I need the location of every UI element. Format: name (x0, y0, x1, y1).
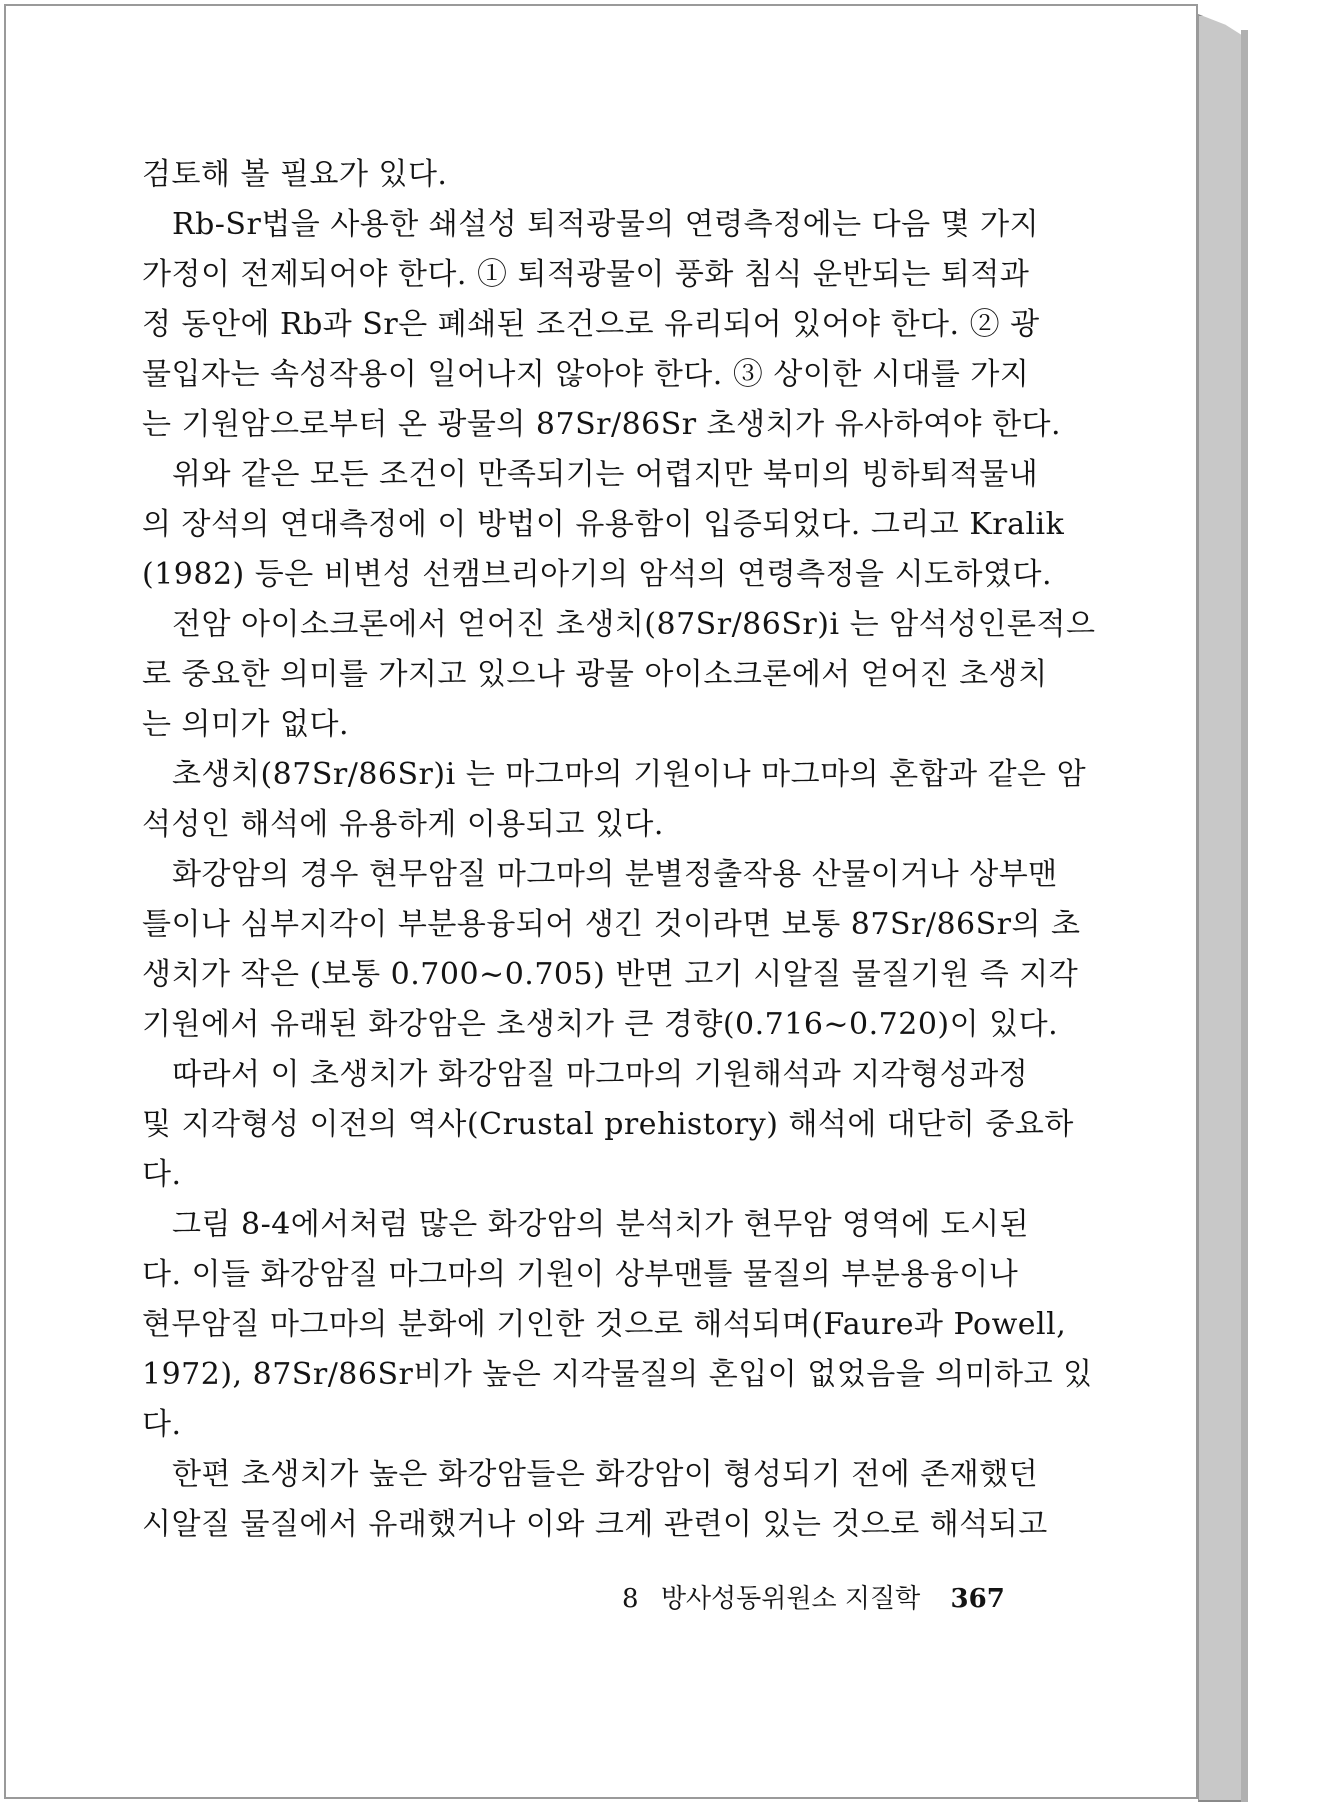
text-line: 가정이 전제되어야 한다. ① 퇴적광물이 풍화 침식 운반되는 퇴적과 (142, 257, 1030, 292)
text-line: 의 장석의 연대측정에 이 방법이 유용함이 입증되었다. 그리고 Kralik (142, 507, 1065, 542)
text-line: 는 의미가 없다. (142, 707, 349, 742)
text-line: 석성인 해석에 유용하게 이용되고 있다. (142, 807, 664, 842)
text-line: 틀이나 심부지각이 부분용융되어 생긴 것이라면 보통 87Sr/86Sr의 초 (142, 907, 1081, 942)
text-line: 따라서 이 초생치가 화강암질 마그마의 기원해석과 지각형성과정 (172, 1057, 1029, 1092)
text-line: 화강암의 경우 현무암질 마그마의 분별정출작용 산물이거나 상부맨 (172, 857, 1058, 892)
text-line: 위와 같은 모든 조건이 만족되기는 어렵지만 북미의 빙하퇴적물내 (172, 457, 1039, 492)
text-line: Rb-Sr법을 사용한 쇄설성 퇴적광물의 연령측정에는 다음 몇 가지 (172, 207, 1040, 242)
text-line: 물입자는 속성작용이 일어나지 않아야 한다. ③ 상이한 시대를 가지 (142, 357, 1030, 392)
page-footer (622, 1578, 1005, 1615)
text-line: 로 중요한 의미를 가지고 있으나 광물 아이소크론에서 얻어진 초생치 (142, 657, 1048, 692)
chapter-title: 방사성동위원소 지질학 (660, 1584, 921, 1614)
text-line: 전암 아이소크론에서 얻어진 초생치(87Sr/86Sr)i 는 암석성인론적으 (172, 607, 1096, 642)
text-line: 다. 이들 화강암질 마그마의 기원이 상부맨틀 물질의 부분용융이나 (142, 1257, 1019, 1292)
chapter-number: 8 (622, 1584, 639, 1614)
text-line: 1972), 87Sr/86Sr비가 높은 지각물질의 혼입이 없었음을 의미하고 있 (142, 1357, 1093, 1392)
text-line: 그림 8-4에서처럼 많은 화강암의 분석치가 현무암 영역에 도시된 (172, 1207, 1030, 1242)
text-line: 기원에서 유래된 화강암은 초생치가 큰 경향(0.716~0.720)이 있다. (142, 1007, 1059, 1042)
text-line: 정 동안에 Rb과 Sr은 폐쇄된 조건으로 유리되어 있어야 한다. ② 광 (142, 307, 1040, 342)
page-stack-shadow (1241, 30, 1248, 1802)
text-line: 초생치(87Sr/86Sr)i 는 마그마의 기원이나 마그마의 혼합과 같은 암 (172, 757, 1087, 792)
text-line: 다. (142, 1157, 182, 1192)
text-line: (1982) 등은 비변성 선캠브리아기의 암석의 연령측정을 시도하였다. (142, 557, 1053, 592)
page-number: 367 (950, 1584, 1005, 1614)
text-line: 한편 초생치가 높은 화강암들은 화강암이 형성되기 전에 존재했던 (172, 1457, 1039, 1492)
text-line: 생치가 작은 (보통 0.700~0.705) 반면 고기 시알질 물질기원 즉 지각 (142, 957, 1079, 992)
text-line: 다. (142, 1407, 182, 1442)
text-line: 및 지각형성 이전의 역사(Crustal prehistory) 해석에 대단히 중요하 (142, 1107, 1074, 1142)
text-line: 검토해 볼 필요가 있다. (142, 157, 448, 192)
text-line: 시알질 물질에서 유래했거나 이와 크게 관련이 있는 것으로 해석되고 (142, 1507, 1048, 1542)
text-line: 는 기원암으로부터 온 광물의 87Sr/86Sr 초생치가 유사하여야 한다. (142, 407, 1062, 442)
text-line: 현무암질 마그마의 분화에 기인한 것으로 해석되며(Faure과 Powell, (142, 1307, 1067, 1342)
